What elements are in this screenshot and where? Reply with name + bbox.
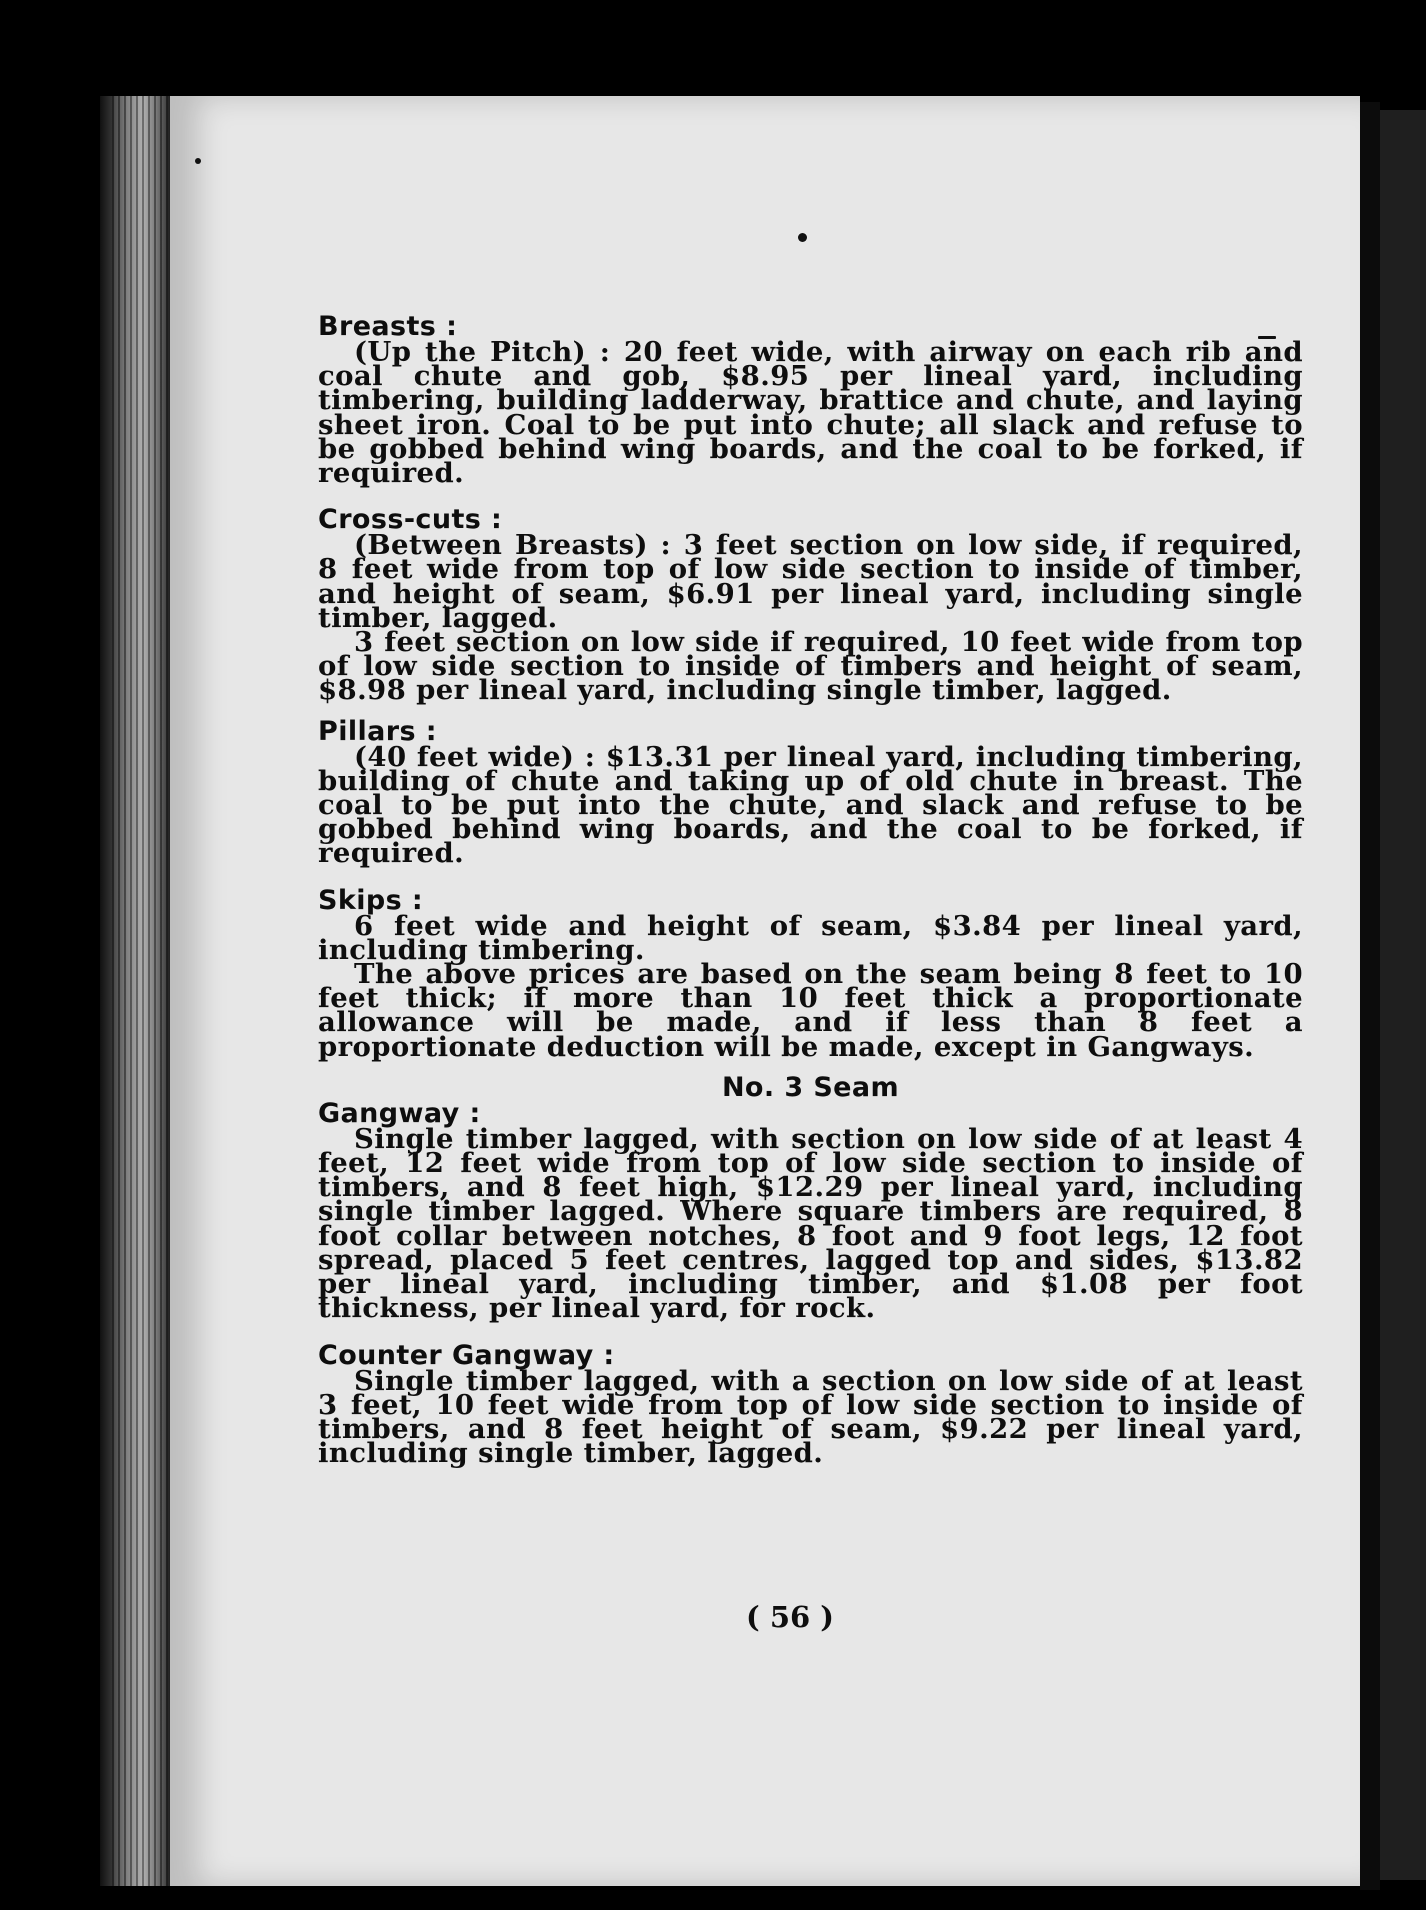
section-gangway bbox=[318, 1097, 1303, 1325]
binding-texture bbox=[112, 96, 168, 1886]
section-heading: Counter Gangway : bbox=[318, 1339, 615, 1371]
section-heading: Skips : bbox=[318, 884, 424, 916]
section-pillars bbox=[318, 715, 1303, 870]
page-gutter bbox=[1360, 102, 1380, 1890]
section-paragraph: (Between Breasts) : 3 feet section on low side, if required, 8 feet wide from top of low side section to inside of timber, and height of seam, $6.91 per lineal yard, including single timber, lagged. bbox=[318, 529, 1303, 634]
page-speck bbox=[195, 158, 201, 164]
section-paragraph: Single timber lagged, with a section on low side of at least 3 feet, 10 feet wide from top of low side section to inside of timbers, and 8 feet height of seam, $9.22 per lineal yard, including single timber, lagged. bbox=[318, 1364, 1303, 1470]
section-heading: Breasts : bbox=[318, 311, 458, 342]
section-paragraph: 6 feet wide and height of seam, $3.84 per lineal yard, including timbering. bbox=[318, 909, 1303, 966]
page-number: ( 56 ) bbox=[746, 1600, 834, 1634]
section-cross-cuts bbox=[318, 504, 1303, 707]
section-breasts bbox=[318, 311, 1303, 490]
section-paragraph: 3 feet section on low side if required, 10 feet wide from top of low side section to inside of timbers and height of seam, $8.98 per lineal yard, including single timber, lagged. bbox=[318, 626, 1303, 707]
section-heading: Pillars : bbox=[318, 715, 437, 747]
section-paragraph: (40 feet wide) : $13.31 per lineal yard, including timbering, building of chute and taking up of old chute in breast. The coal to be put into the chute, and slack and refuse to be gobbed behind wing boards, and the coal to be forked, if required. bbox=[318, 740, 1303, 870]
section-paragraph: (Up the Pitch) : 20 feet wide, with airway on each rib and coal chute and gob, $8.95 per lineal yard, including timbering, building ladderway, brattice and chute, and laying sheet iron. Coal to be put into chute; all slack and refuse to be gobbed behind wing boards, and the coal to be forked, if required. bbox=[318, 336, 1303, 490]
page-speck bbox=[798, 233, 807, 242]
section-skips bbox=[318, 884, 1303, 1063]
facing-page-edge bbox=[1380, 110, 1426, 1880]
section-paragraph: The above prices are based on the seam being 8 feet to 10 feet thick; if more than 10 feet thick a proportionate allowance will be made, and if less than 8 feet a proportionate deduction will be made, except in Gangways. bbox=[318, 958, 1303, 1063]
section-heading: Cross-cuts : bbox=[318, 504, 503, 536]
section-counter-gangway bbox=[318, 1339, 1303, 1470]
section-paragraph: Single timber lagged, with section on low side of at least 4 feet, 12 feet wide from top of low side section to inside of timbers, and 8 feet high, $12.29 per lineal yard, including single timber lagged. Where square timbers are required, 8 foot collar between notches, 8 foot and 9 foot legs, 12 foot spread, placed 5 feet centres, lagged top and sides, $13.82 per lineal yard, including timber, and $1.08 per foot thickness, per lineal yard, for rock. bbox=[318, 1122, 1303, 1325]
document-body bbox=[318, 311, 1303, 1487]
section-heading: Gangway : bbox=[318, 1097, 481, 1129]
seam-subtitle: No. 3 Seam bbox=[721, 1071, 900, 1103]
